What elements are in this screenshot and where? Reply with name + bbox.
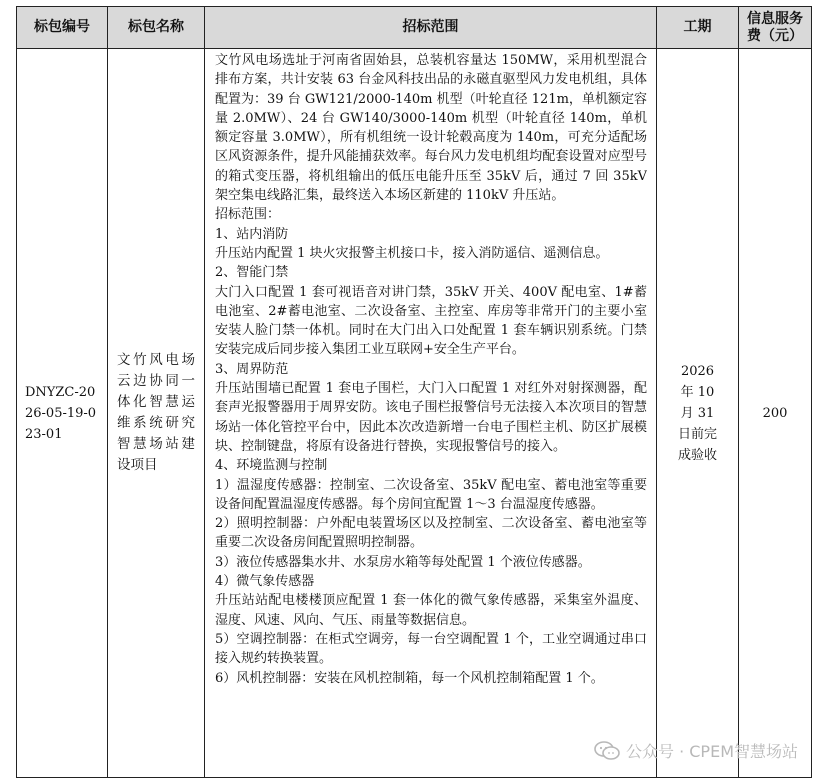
watermark [594,739,798,762]
scope-paragraph: 1）温湿度传感器：控制室、二次设备室、35kV 配电室、蓄电池室等重要设备间配置温湿度传感器。每个房间宜配置 1～3 台温湿度传感器。 [215,477,647,512]
watermark-text: 公众号 · CPEM智慧场站 [626,742,798,761]
scope-paragraph: 升压站站配电楼楼顶应配置 1 套一体化的微气象传感器，采集室外温度、 湿度、风速、风向、气压、雨量等数据信息。 [215,593,647,628]
scope-paragraph: 3）液位传感器集水井、水泵房水箱等每处配置 1 个液位传感器。 [215,554,591,570]
header-period: 工期 [657,7,739,49]
service-fee-cell: 200 [739,49,812,778]
bid-scope-cell [205,49,657,778]
scope-paragraph: 6）风机控制器：安装在风机控制箱，每一个风机控制箱配置 1 个。 [215,670,604,686]
scope-paragraph: 4）微气象传感器 [215,574,315,590]
header-service-fee: 信息服务费（元） [739,7,812,49]
scope-paragraph: 1、站内消防 [215,226,289,242]
scope-paragraph: 升压站内配置 1 块火灾报警主机接口卡，接入消防遥信、遥测信息。 [215,245,609,261]
scope-paragraph: 2）照明控制器：户外配电装置场区以及控制室、二次设备室、蓄电池室等重要二次设备房间配置照明控制器。 [215,516,647,551]
wechat-icon [594,741,620,761]
scope-paragraph: 升压站围墙已配置 1 套电子围栏，大门入口配置 1 对红外对射探测器，配套声光报警器用于周界安防。该电子围栏报警信号无法接入本次项目的智慧场站一体化管控平台中，因此本次改造新增一台电子围栏主机、防区扩展模块、控制键盘，将原有设备进行替换，实现报警信号的接入。 [215,381,647,454]
header-package-name: 标包名称 [108,7,205,49]
scope-paragraph: 3、周界防范 [215,361,289,377]
period-cell: 2026 年 10 月 31 日前完成验收 [657,49,739,778]
header-package-code: 标包编号 [17,7,108,49]
scope-paragraph: 5）空调控制器：在柜式空调旁，每一台空调配置 1 个，工业空调通过串口接入规约转换装置。 [215,631,647,667]
table-header-row [17,7,812,49]
scope-paragraph: 2、智能门禁 [215,265,289,281]
bid-scope-text [215,51,647,776]
scope-paragraph: 大门入口配置 1 套可视语音对讲门禁，35kV 开关、400V 配电室、1#蓄电池室、2#蓄电池室、二次设备室、主控室、库房等非常开门的主要小室安装人脸门禁一体机。同时在大门出入口处配置 1 套车辆识别系统。门禁安装完成后同步接入集团工业互联网+安全生产平台。 [215,284,647,358]
package-code-cell: DNYZC-2026-05-19-023-01 [17,49,108,778]
scope-paragraph: 4、环境监测与控制 [215,458,328,474]
table-row [17,49,812,778]
scope-paragraph: 文竹风电场选址于河南省固始县，总装机容量达 150MW，采用机型混合排布方案，共计安装 63 台金风科技出品的永磁直驱型风力发电机组，具体配置为：39 台 GW121/2000-140m 机型（叶轮直径 121m，单机额定容量 2.0MW）、24 台 GW140/3000-140m 机型（叶轮直径 140m，单机额定容量 3.0MW），所有机组统一设计轮毂高度为 140m，可充分适配场区风资源条件，提升风能捕获效率。每台风力发电机组均配套设置对应型号的箱式变压器，将机组输出的低压电能升压至 35kV 后，通过 7 回 35kV 架空集电线路汇集，最终送入本场区新建的 110kV 升压站。 [215,53,647,204]
header-bid-scope: 招标范围 [205,7,657,49]
bid-table [16,6,812,778]
package-name-cell: 文竹风电场云边协同一体化智慧运维系统研究智慧场站建设项目 [108,49,205,778]
scope-paragraph: 招标范围： [215,207,281,223]
